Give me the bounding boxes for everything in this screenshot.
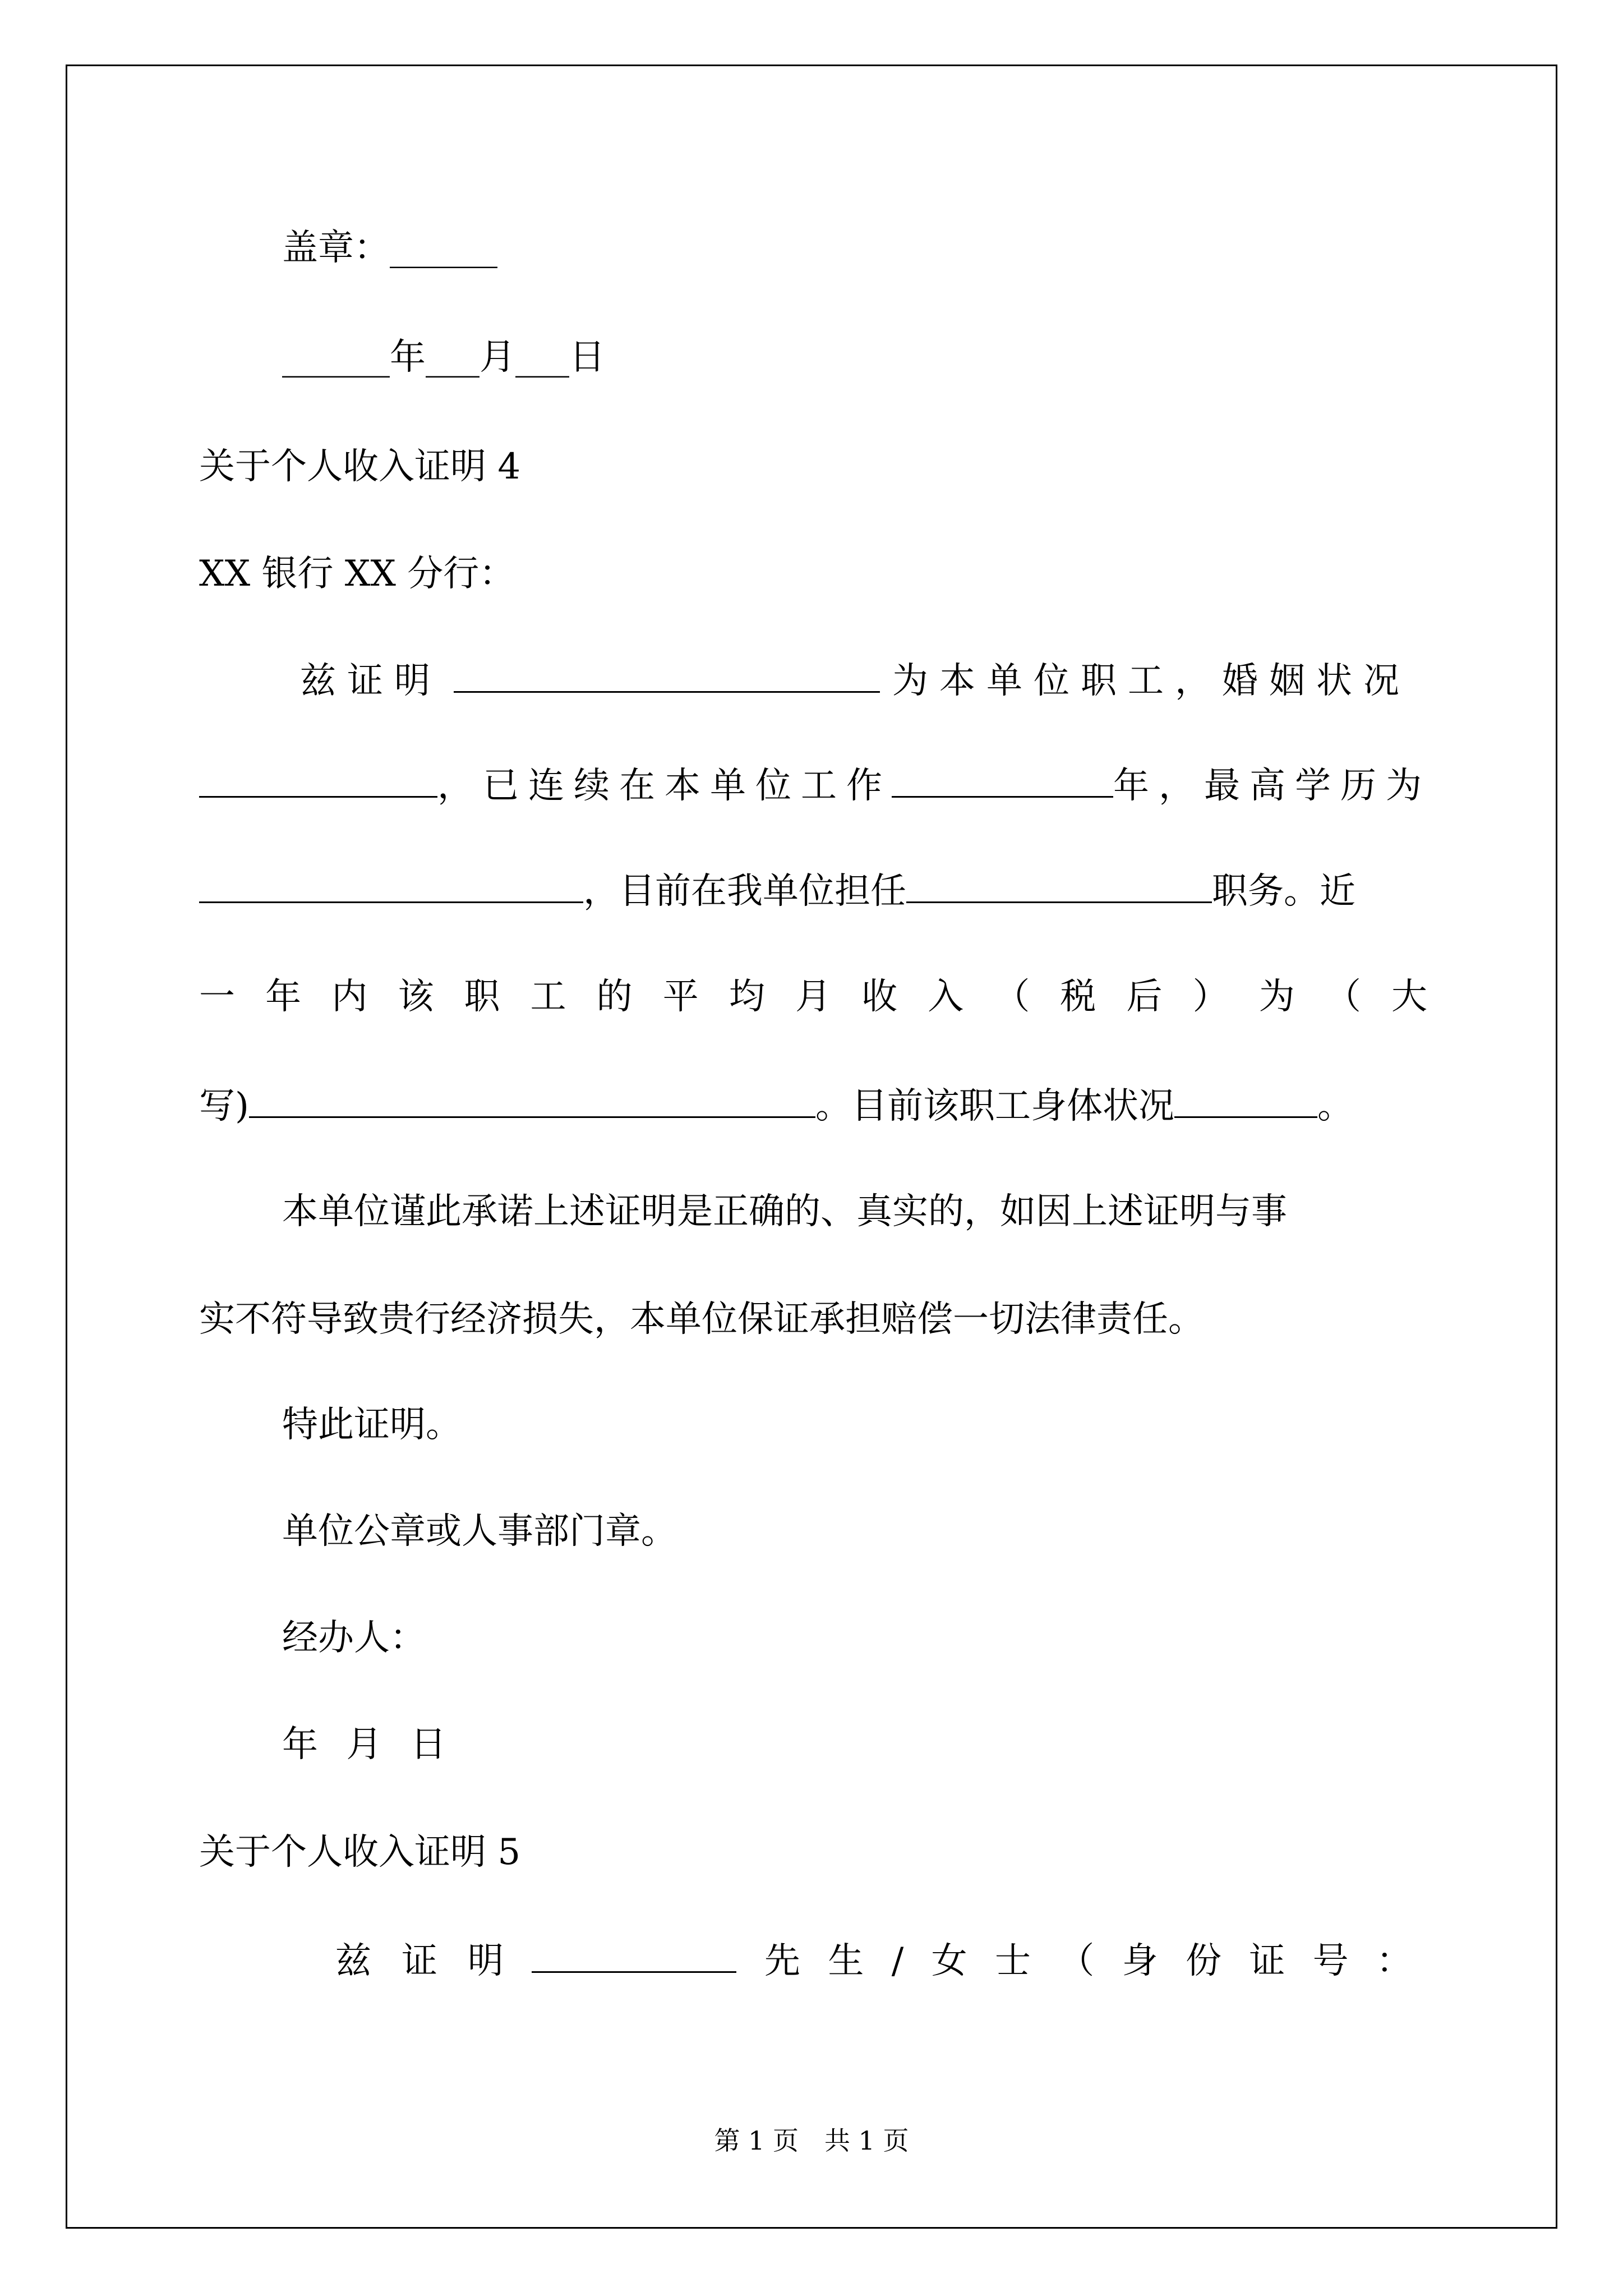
p1-l4-char: 一 [199,976,235,1018]
p1-text-e: ，目前在我单位担任 [583,871,906,912]
p3-char: 身 [1122,1940,1158,1982]
seal-line: 盖章：______ [282,227,497,269]
p1-text-h: 。目前该职工身体状况 [815,1085,1174,1127]
p1-text-a: 兹证明 [300,660,441,702]
p3-group-a [335,1939,504,1984]
handler-line: 经办人： [282,1617,426,1659]
p1-l4-char: （ [1325,976,1361,1018]
p1-text-c: ，已连续在本单位工作 [437,765,892,807]
p1-l4-char: 收 [861,976,898,1018]
p3-char: ： [1376,1940,1412,1982]
position-blank [906,867,1212,903]
p1-l4-char: 内 [331,976,368,1018]
paragraph-1-line-5 [199,1082,1427,1129]
education-blank [199,867,583,903]
page-border [66,65,1557,2229]
p1-l4-char: 该 [398,976,434,1018]
p3-char: 证 [1249,1940,1285,1982]
paragraph-3-line-1 [335,1936,1412,1984]
paragraph-2-line-1: 本单位谨此承诺上述证明是正确的、真实的，如因上述证明与事 [282,1191,1287,1232]
marital-status-blank [199,761,437,798]
page-footer: 第 1 页 共 1 页 [714,2125,909,2156]
p1-l4-char: 工 [530,976,566,1018]
p1-l4-char: ） [1192,976,1229,1018]
health-status-blank [1174,1082,1317,1118]
bank-addressee: XX 银行 XX 分行： [199,553,515,595]
p3-char: / [891,1940,904,1982]
p3-char: （ [1058,1940,1095,1982]
p3-char: 份 [1185,1940,1221,1982]
p1-text-g: 写) [199,1085,249,1127]
section-heading-5: 关于个人收入证明 5 [199,1832,521,1873]
p1-l4-char: 为 [1258,976,1295,1018]
p1-text-f: 职务。近 [1212,871,1355,912]
p1-l4-char: 均 [728,976,765,1018]
p1-l4-char: 税 [1060,976,1096,1018]
p1-l4-char: 职 [464,976,500,1018]
p1-text-b: 为本单位职工，婚姻状况 [892,660,1410,702]
paragraph-1-line-4 [199,974,1427,1019]
p3-group-b [764,1939,1412,1984]
date-blank-line: ______年___月___日 [282,337,605,378]
paragraph-1-line-1 [300,656,1427,703]
p3-char: 兹 [335,1940,371,1982]
mr-ms-name-blank [532,1936,736,1973]
special-statement: 特此证明。 [282,1404,462,1446]
p1-text-d: 年，最高学历为 [1113,765,1431,807]
p1-l4-char: 月 [795,976,831,1018]
p3-char: 士 [994,1940,1031,1982]
paragraph-2-line-2: 实不符导致贵行经济损失，本单位保证承担赔偿一切法律责任。 [199,1299,1204,1340]
p1-l4-char: 大 [1391,976,1427,1018]
p3-char: 生 [828,1940,864,1982]
p1-l4-char: （ [994,976,1030,1018]
section-heading-4: 关于个人收入证明 4 [199,446,521,487]
p1-l4-char: 年 [265,976,302,1018]
p1-l4-char: 后 [1126,976,1163,1018]
p3-char: 先 [764,1940,800,1982]
p3-char: 明 [468,1940,504,1982]
p3-char: 女 [931,1940,967,1982]
p1-l4-char: 平 [662,976,699,1018]
p1-l4-char: 的 [596,976,633,1018]
paragraph-1-line-2 [199,761,1431,808]
ymd-line: 年 月 日 [282,1724,446,1765]
paragraph-1-line-3 [199,867,1427,914]
p3-char: 证 [402,1940,437,1982]
name-blank [454,656,880,693]
p3-char: 号 [1312,1940,1349,1982]
p1-text-i: 。 [1317,1085,1353,1127]
p1-l4-char: 入 [928,976,964,1018]
income-amount-blank [249,1082,815,1118]
years-blank [892,761,1113,798]
unit-seal-line: 单位公章或人事部门章。 [282,1511,677,1552]
